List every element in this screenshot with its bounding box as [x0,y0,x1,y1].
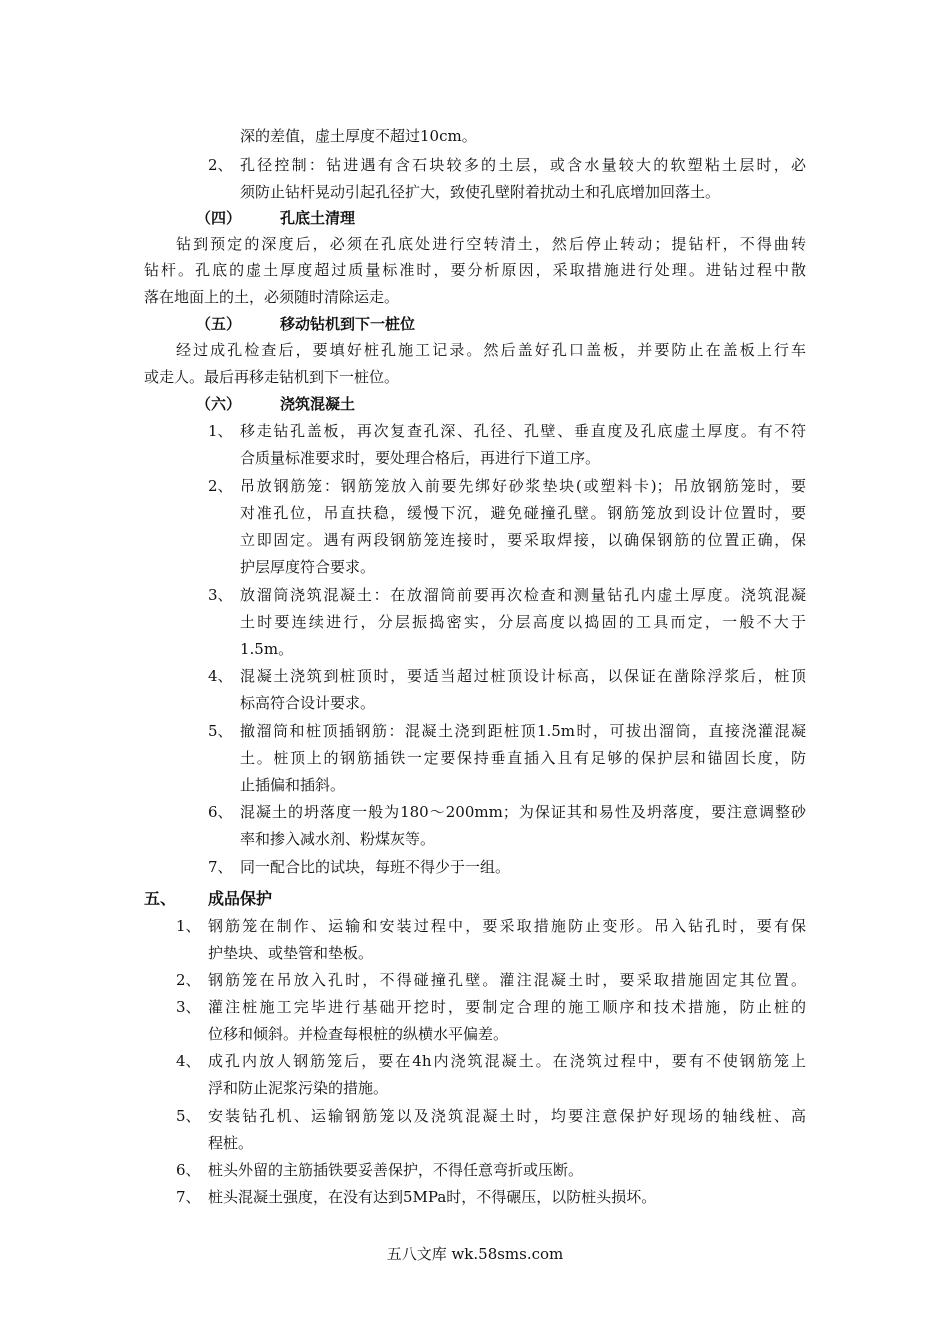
list-item-line: 1.5m。 [240,640,294,658]
list-number: 6、 [176,1161,201,1179]
list-item-line: 浮和防止泥浆污染的措施。 [208,1079,389,1097]
list-number: 1、 [208,422,233,440]
list-item-line: 止插偏和插斜。 [240,776,346,794]
list-item-line: 土时要连续进行，分层振捣密实，分层高度以捣固的工具而定，一般不大于 [240,613,806,631]
list-item-line: 程桩。 [208,1134,254,1152]
list-number: 6、 [208,803,233,821]
list-item-line: 钢筋笼在制作、运输和安装过程中，要采取措施防止变形。吊入钻孔时，要有保 [208,917,806,935]
list-item-line: 率和掺入减水剂、粉煤灰等。 [240,830,436,848]
list-item-line: 对准孔位，吊直扶稳，缓慢下沉，避免碰撞孔壁。钢筋笼放到设计位置时，要 [240,504,806,522]
list-item-line: 撤溜筒和桩顶插钢筋：混凝土浇到距桩顶1.5m时，可拔出溜筒，直接浇灌混凝 [240,722,806,740]
section-title: 成品保护 [208,889,273,908]
list-number: 2、 [208,477,233,495]
list-item-line: 孔径控制：钻进遇有含石块较多的土层，或含水量较大的软塑粘土层时，必 [240,156,806,174]
subsection-title: 移动钻机到下一桩位 [280,315,416,333]
list-item-line: 护垫块、或垫管和垫板。 [208,944,374,962]
list-number: 4、 [208,667,233,685]
list-number: 7、 [208,858,233,876]
list-item-line: 标高符合设计要求。 [240,694,376,712]
list-item-line: 钢筋笼在吊放入孔时，不得碰撞孔壁。灌注混凝土时，要采取措施固定其位置。 [208,971,806,989]
list-item-line: 土。桩顶上的钢筋插铁一定要保持垂直插入且有足够的保护层和锚固长度，防 [240,749,806,767]
subsection-number: （六） [196,395,242,413]
footer-site-label: 五八文库 wk.58sms.com [386,1245,564,1263]
section-number: 五、 [144,889,177,908]
paragraph-line: 落在地面上的土，必须随时清除运走。 [144,288,400,306]
list-number: 5、 [176,1107,201,1125]
list-number: 4、 [176,1052,201,1070]
list-item-line: 灌注桩施工完毕进行基础开挖时，要制定合理的施工顺序和技术措施，防止桩的 [208,998,806,1016]
list-item-line: 同一配合比的试块，每班不得少于一组。 [240,858,511,876]
list-item-line: 护层厚度符合要求。 [240,558,376,576]
list-item-line: 位移和倾斜。并检查每根桩的纵横水平偏差。 [208,1025,509,1043]
list-number: 5、 [208,722,233,740]
paragraph-line: 钻杆。孔底的虚土厚度超过质量标准时，要分析原因，采取措施进行处理。进钻过程中散 [144,261,806,279]
subsection-title: 浇筑混凝土 [280,395,356,413]
list-item-line: 混凝土浇筑到桩顶时，要适当超过桩顶设计标高，以保证在凿除浮浆后，桩顶 [240,667,806,685]
paragraph-line: 钻到预定的深度后，必须在孔底处进行空转清土，然后停止转动；提钻杆，不得曲转 [176,235,806,253]
list-item-line: 安装钻孔机、运输钢筋笼以及浇筑混凝土时，均要注意保护好现场的轴线桩、高 [208,1107,806,1125]
subsection-number: （五） [196,315,242,333]
list-number: 2、 [208,156,233,174]
list-number: 7、 [176,1188,201,1206]
list-item-line: 吊放钢筋笼：钢筋笼放入前要先绑好砂浆垫块(或塑料卡)；吊放钢筋笼时，要 [240,477,806,495]
paragraph-line: 经过成孔检查后，要填好桩孔施工记录。然后盖好孔口盖板，并要防止在盖板上行车 [176,341,806,359]
list-item-line: 桩头混凝土强度，在没有达到5MPa时，不得碾压，以防桩头损坏。 [208,1188,657,1206]
list-item-line: 须防止钻杆晃动引起孔径扩大，致使孔壁附着扰动土和孔底增加回落土。 [240,183,721,201]
list-item-line: 桩头外留的主筋插铁要妥善保护，不得任意弯折或压断。 [208,1161,584,1179]
list-item-line: 混凝土的坍落度一般为180～200mm；为保证其和易性及坍落度，要注意调整砂 [240,803,806,821]
list-number: 2、 [176,971,201,989]
list-number: 3、 [176,998,201,1016]
list-item-line: 成孔内放人钢筋笼后，要在4h内浇筑混凝土。在浇筑过程中，要有不使钢筋笼上 [208,1052,806,1070]
list-item-line: 移走钻孔盖板，再次复查孔深、孔径、孔壁、垂直度及孔底虚土厚度。有不符 [240,422,806,440]
list-item-line: 放溜筒浇筑混凝土：在放溜筒前要再次检查和测量钻孔内虚土厚度。浇筑混凝 [240,586,806,604]
list-item-line: 立即固定。遇有两段钢筋笼连接时，要采取焊接，以确保钢筋的位置正确，保 [240,531,806,549]
subsection-title: 孔底土清理 [280,209,356,227]
list-number: 3、 [208,586,233,604]
list-item-line: 合质量标准要求时，要处理合格后，再进行下道工序。 [240,449,601,467]
subsection-number: （四） [196,209,242,227]
paragraph-line: 深的差值，虚土厚度不超过10cm。 [240,127,477,145]
list-number: 1、 [176,917,201,935]
paragraph-line: 或走人。最后再移走钻机到下一桩位。 [144,368,400,386]
